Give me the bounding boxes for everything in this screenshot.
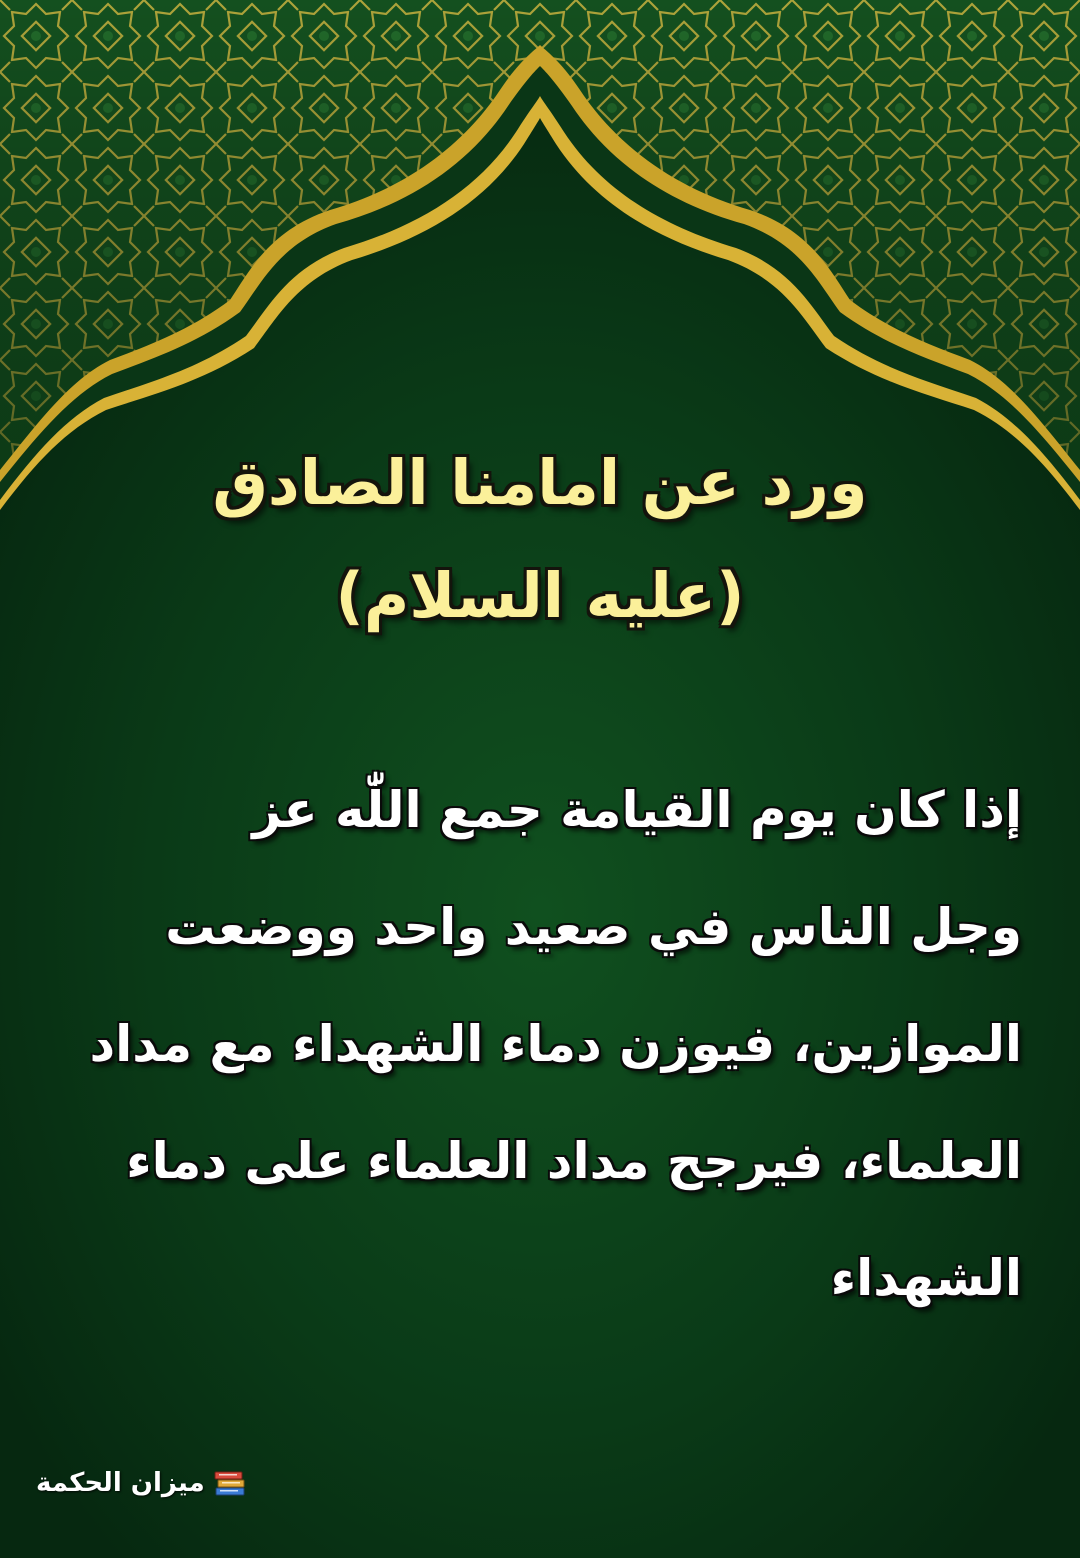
watermark-text: ميزان الحكمة [36, 1468, 205, 1498]
hadith-line: إذا كان يوم القيامة جمع اللّٰه عز [252, 781, 1022, 839]
hadith-line: وجل الناس في صعيد واحد ووضعت [165, 898, 1022, 956]
hadith-line: الموازين، فيوزن دماء الشهداء مع مداد [89, 1015, 1022, 1073]
hadith-line: العلماء، فيرجح مداد العلماء على دماء [126, 1132, 1022, 1190]
hadith-text [57, 752, 1022, 1337]
title-line-2: (عليه السلام) [335, 559, 745, 632]
watermark [36, 1468, 247, 1498]
books-icon [213, 1468, 247, 1498]
title-line-1: ورد عن امامنا الصادق [212, 446, 868, 519]
hadith-line: الشهداء [830, 1249, 1022, 1307]
